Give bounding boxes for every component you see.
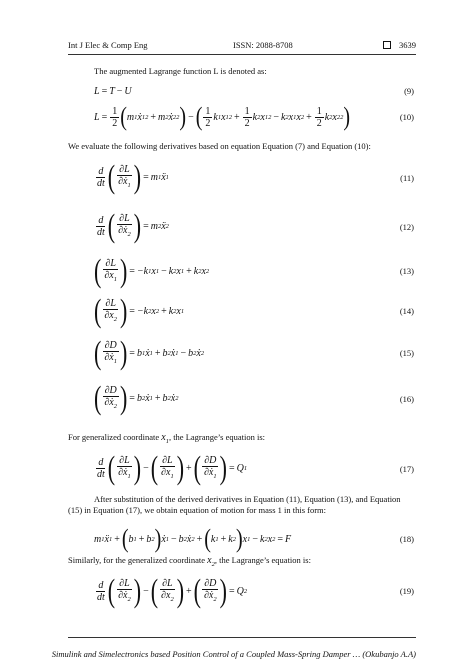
running-footer: Simulink and Simelectronics based Position Control of a Coupled Mass-Spring Damper … (Okubanjo A.A) [51,649,416,659]
header-rule [68,54,416,55]
footer-rule [68,637,416,638]
equation-19: $\frac{d}{dt}$ ( $\frac{\partial L}{\partial ẋ_2}$ ) − ( $\frac{\partial L}{\partial x_2}$ ) + ( $\frac{\partial D}{\partial ẋ_2}$ ) = Q 2 [97,571,248,609]
paragraph-augmented: The augmented Lagrange function L is denoted as: [94,66,267,76]
checkbox-icon [383,41,391,49]
equation-number-11: (11) [400,173,414,183]
equation-number-18: (18) [399,534,414,544]
equation-number-9: (9) [404,86,414,96]
equation-16: ( $\frac{\partial D}{\partial ẋ_2}$ ) = b 2 ẋ 1 + b 2 ẋ 2 [94,378,179,416]
journal-name: Int J Elec & Comp Eng [68,40,148,50]
equation-number-14: (14) [399,306,414,316]
paragraph-generalized-1-suffix: , the Lagrange’s equation is: [168,432,266,442]
paragraph-substitution: After substitution of the derived derivatives in Equation (11), Equation (13), and Equation (15) in Equation (17), we obtain equation of motion for mass 1 in this form: [68,494,401,515]
page-number: 3639 [399,40,416,50]
paragraph-generalized-2-prefix: Similarly, for the generalized coordinate [68,555,206,565]
equation-number-17: (17) [399,464,414,474]
equation-14: ( $\frac{\partial L}{\partial x_2}$ ) = −k 2 x 2 + k 2 x 1 [94,291,185,329]
issn: ISSN: 2088-8708 [233,40,293,50]
paragraph-generalized-2-suffix: , the Lagrange’s equation is: [214,555,311,565]
equation-18: m 1 ẍ 1 + ( b 1 + b 2 ) ẋ 1 − b 2 ẋ 2 + ( k 1 + k 2 ) x 1 − k 2 x 2 = F [94,524,292,554]
equation-number-19: (19) [399,586,414,596]
equation-number-16: (16) [399,394,414,404]
paragraph-generalized-1-prefix: For generalized coordinate [68,432,160,442]
equation-15: ( $\frac{\partial D}{\partial ẋ_1}$ ) = b 1 ẋ 1 + b 2 ẋ 1 − b 2 ẋ 2 [94,333,205,371]
equation-12: $\frac{d}{dt}$ ( $\frac{\partial L}{\partial ẋ_2}$ ) = m 2 ẍ 2 [97,206,169,244]
equation-number-12: (12) [399,222,414,232]
equation-10: L = $\frac{1}{2}$ ( m 1 ẋ 1 2 + m 2 ẋ 2 2 ) − ( $\frac{1}{2}$ k 1 x 1 2 + $\frac{1}{2}$ k 2 x 1 2 − k 2 x 1 x 2 + $\frac{1}{2}$ k 2 x 2 2 ) [94,102,351,132]
equation-number-13: (13) [399,266,414,276]
equation-number-10: (10) [399,112,414,122]
equation-11: $\frac{d}{dt}$ ( $\frac{\partial L}{\partial ẋ_1}$ ) = m 1 ẍ 1 [97,157,169,195]
header-right [383,40,416,50]
running-header [68,40,416,54]
paragraph-generalized-2: Similarly, for the generalized coordinate $x_2$, the Lagrange’s equation is: [68,555,311,568]
paragraph-generalized-1: For generalized coordinate $x_1$, the Lagrange’s equation is: [68,432,266,445]
equation-number-15: (15) [399,348,414,358]
equation-17: $\frac{d}{dt}$ ( $\frac{\partial L}{\partial ẋ_1}$ ) − ( $\frac{\partial L}{\partial x_1}$ ) + ( $\frac{\partial D}{\partial ẋ_1}$ ) = Q 1 [97,448,248,486]
equation-9: L = T − U [94,85,132,97]
equation-13: ( $\frac{\partial L}{\partial x_1}$ ) = −k 1 x 1 − k 2 x 1 + k 2 x 2 [94,251,210,289]
paragraph-derivatives: We evaluate the following derivatives based on equation Equation (7) and Equation (10): [68,141,371,151]
